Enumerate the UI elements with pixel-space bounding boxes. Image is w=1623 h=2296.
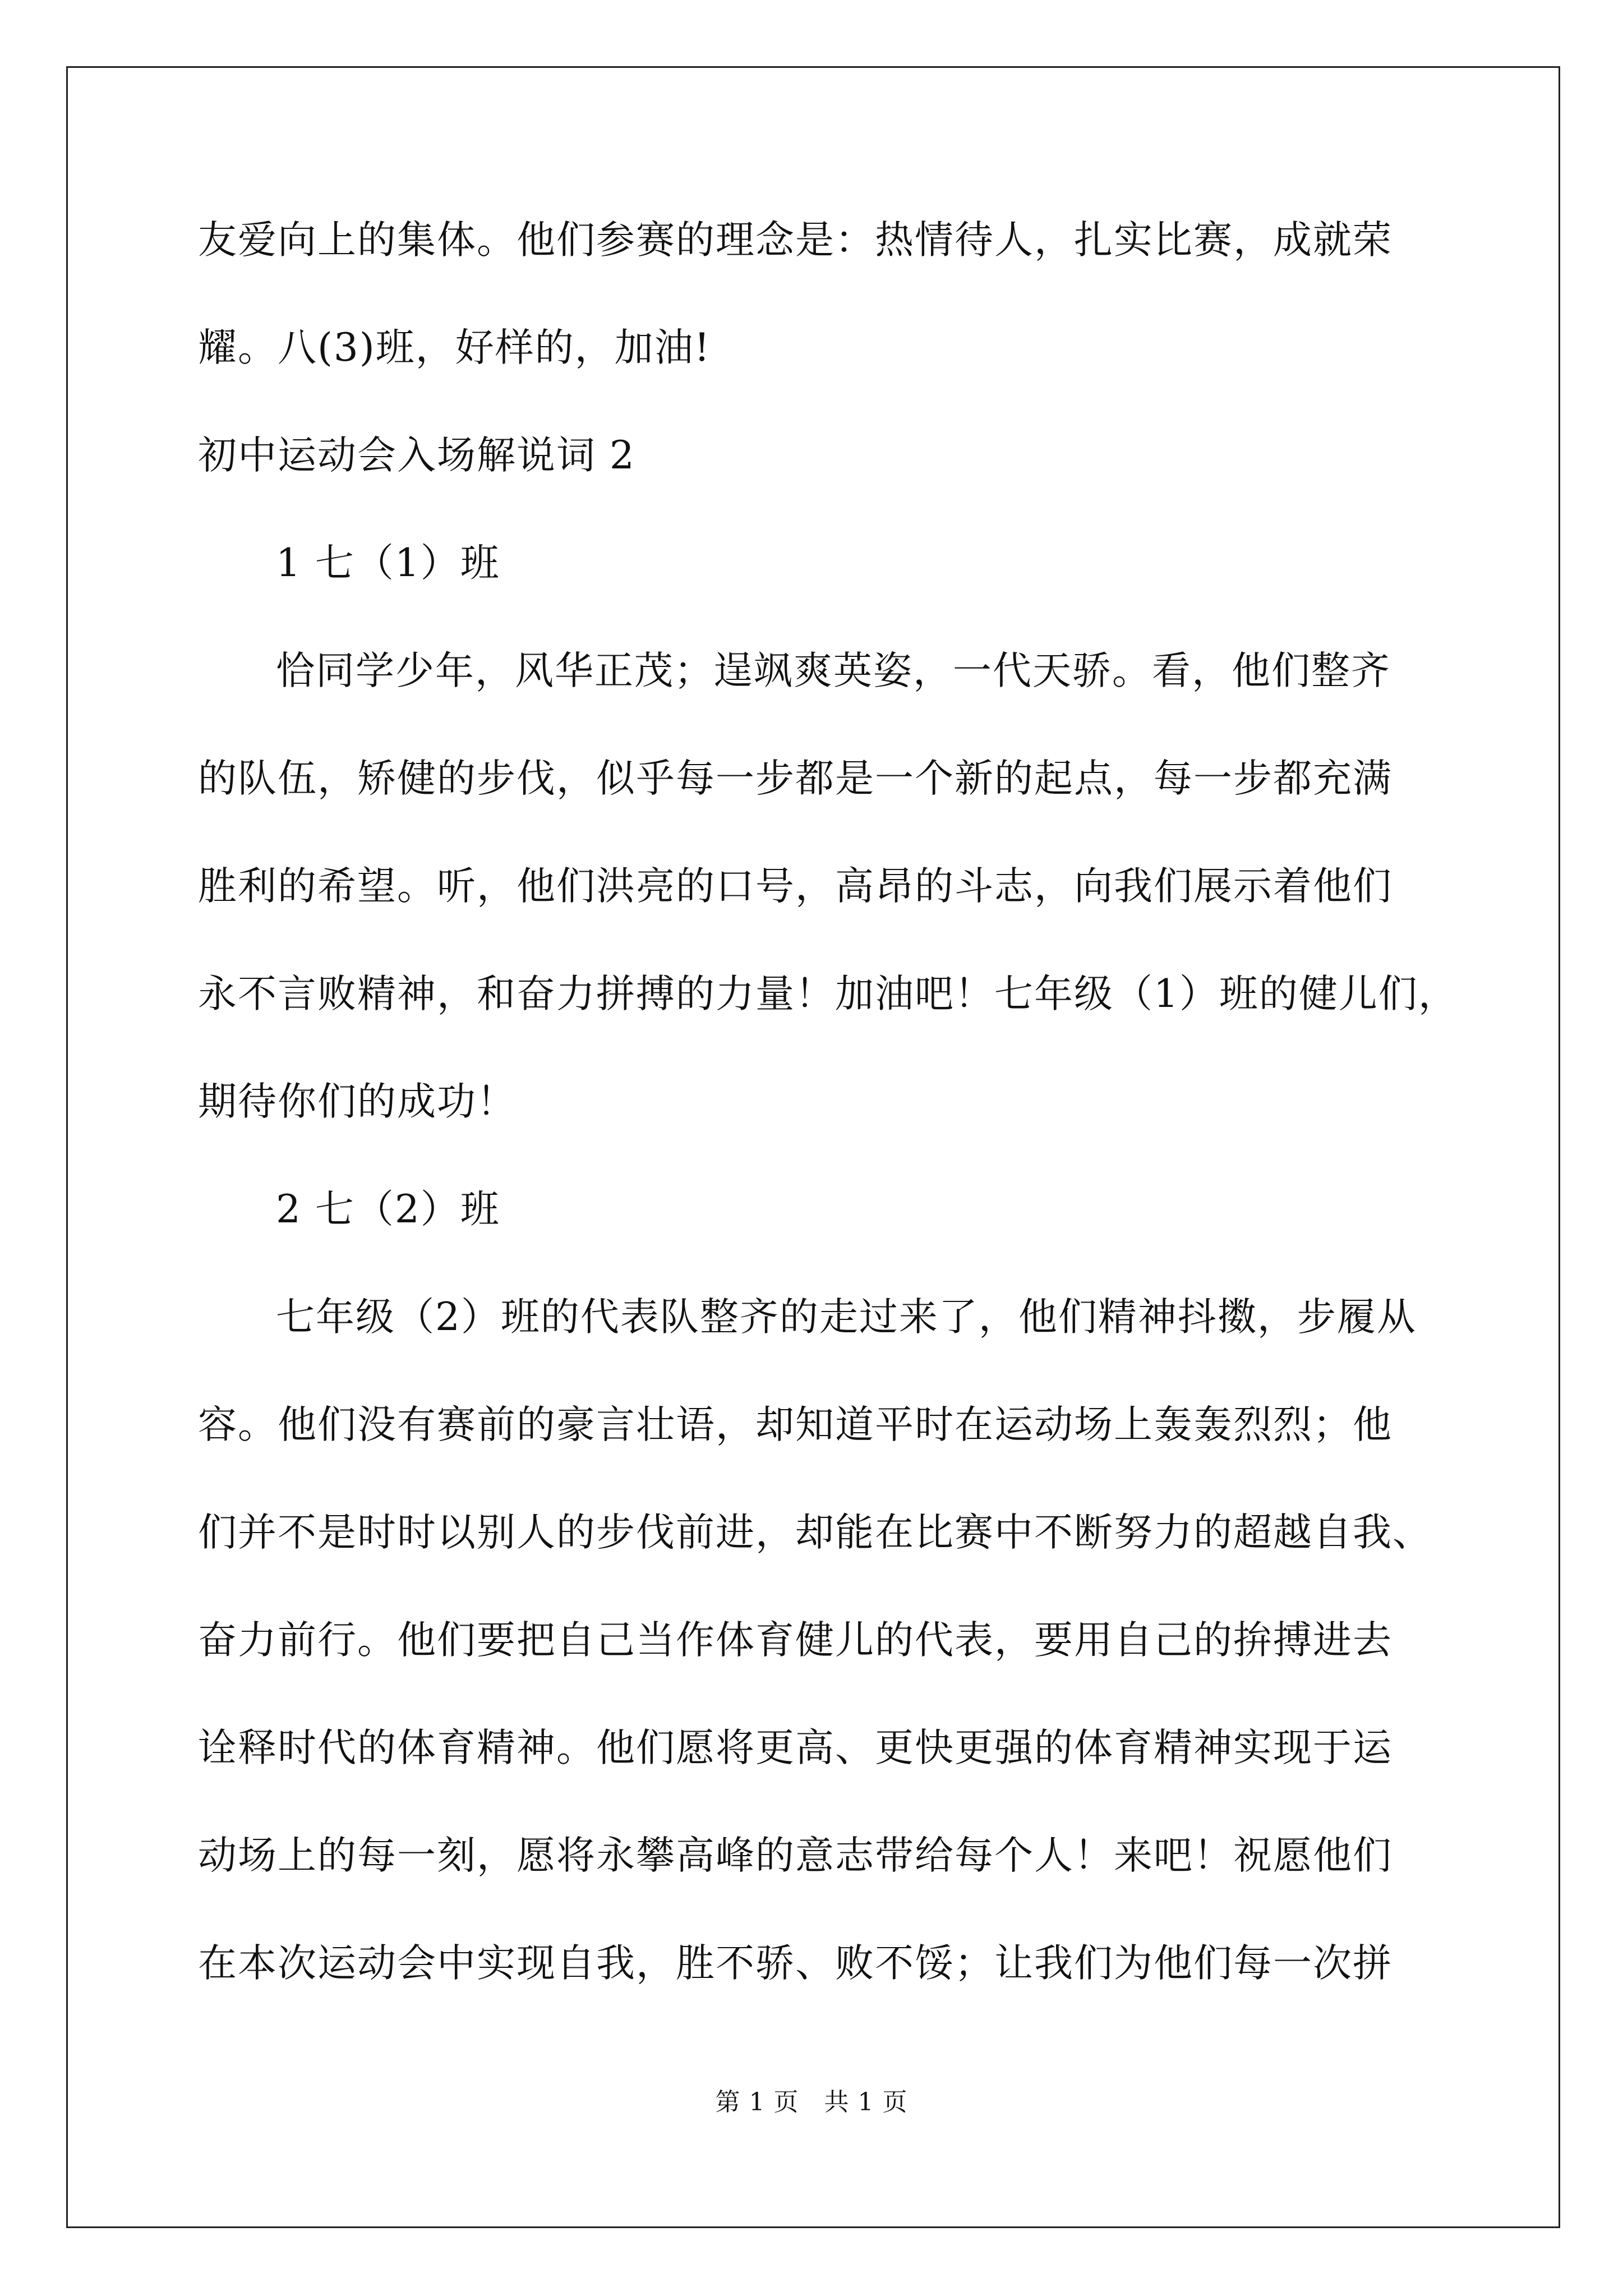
text-line-16: 动场上的每一刻，愿将永攀高峰的意志带给每个人！来吧！祝愿他们	[198, 1833, 1393, 1878]
text-line-1: 友爱向上的集体。他们参赛的理念是：热情待人，扎实比赛，成就荣	[198, 218, 1393, 263]
text-line-15: 诠释时代的体育精神。他们愿将更高、更快更强的体育精神实现于运	[198, 1726, 1393, 1770]
text-line-11: 七年级（2）班的代表队整齐的走过来了，他们精神抖擞，步履从	[276, 1295, 1417, 1340]
text-line-12: 容。他们没有赛前的豪言壮语，却知道平时在运动场上轰轰烈烈；他	[198, 1402, 1393, 1447]
text-line-8: 永不言败精神，和奋力拼搏的力量！加油吧！七年级（1）班的健儿们，	[198, 972, 1458, 1016]
section-heading: 初中运动会入场解说词 2	[198, 433, 635, 478]
class-heading-1: 1 七（1）班	[276, 541, 500, 586]
text-line-7: 胜利的希望。听，他们洪亮的口号，高昂的斗志，向我们展示着他们	[198, 864, 1393, 909]
text-line-13: 们并不是时时以别人的步伐前进，却能在比赛中不断努力的超越自我、	[198, 1510, 1432, 1555]
class-heading-2: 2 七（2）班	[276, 1187, 500, 1232]
text-line-5: 恰同学少年，风华正茂；逞飒爽英姿，一代天骄。看，他们整齐	[276, 648, 1391, 693]
text-line-17: 在本次运动会中实现自我，胜不骄、败不馁；让我们为他们每一次拼	[198, 1941, 1393, 1986]
text-line-2: 耀。八(3)班，好样的，加油!	[198, 325, 711, 370]
text-line-6: 的队伍，矫健的步伐，似乎每一步都是一个新的起点，每一步都充满	[198, 756, 1393, 801]
document-body	[198, 213, 1471, 2044]
text-line-14: 奋力前行。他们要把自己当作体育健儿的代表，要用自己的拚搏进去	[198, 1618, 1393, 1663]
text-line-9: 期待你们的成功！	[198, 1079, 517, 1124]
page-footer: 第 1 页 共 1 页	[715, 2088, 908, 2116]
